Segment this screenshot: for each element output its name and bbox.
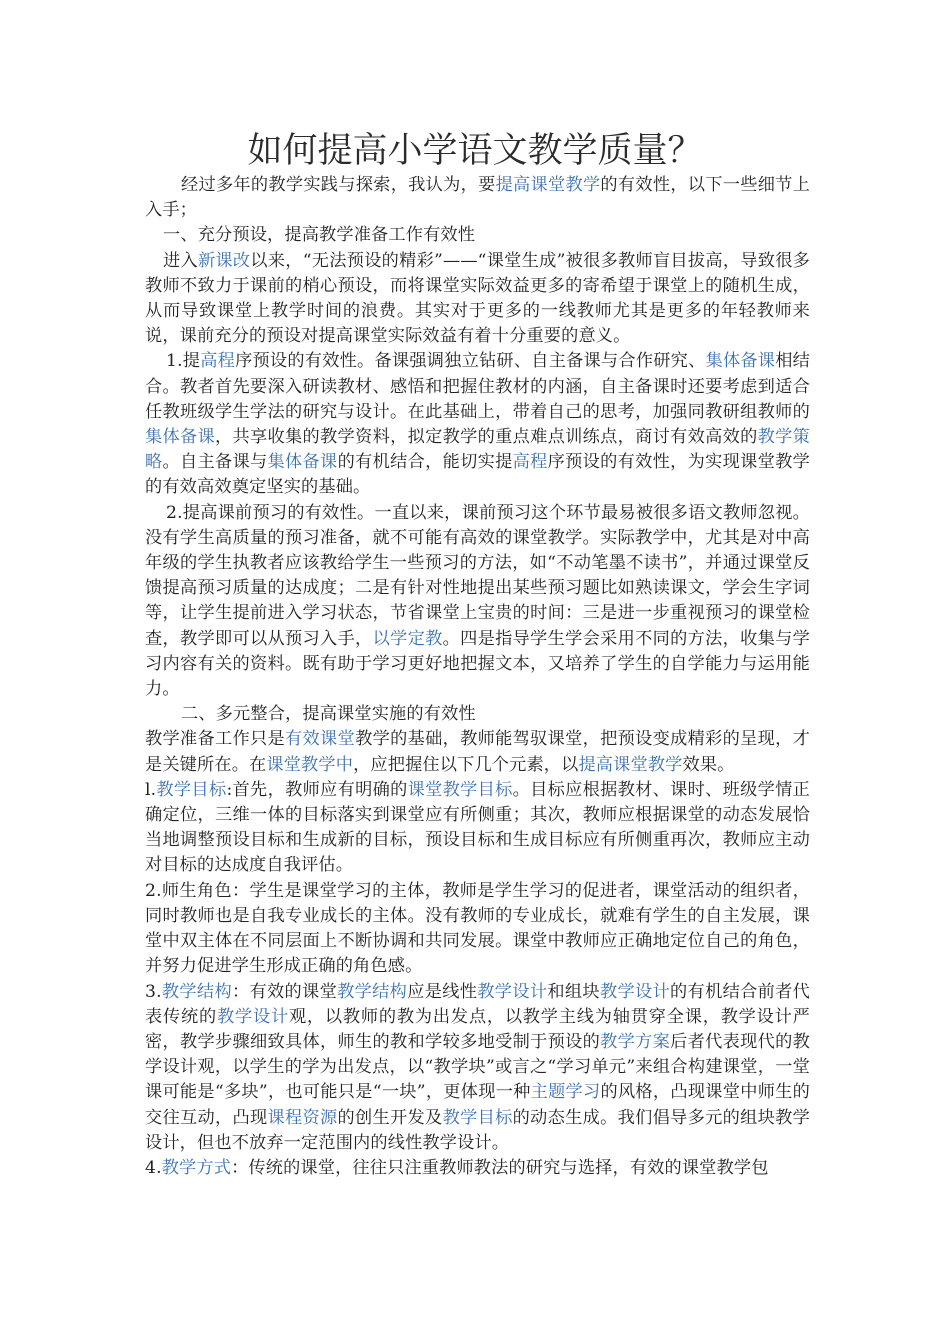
paragraph-text: 后者代表现代的教学设计观，以学生的学为出发点，以“教学块”或言之“学习单元”来组合构建课堂，一堂课可能是“多块”，也可能只是“一块”，更体现一种 <box>145 1031 811 1103</box>
keyword-link[interactable]: 教学设计 <box>599 981 671 1002</box>
keyword-link[interactable]: 集体备课 <box>705 351 776 372</box>
keyword-link[interactable]: 课程资源 <box>267 1107 338 1128</box>
keyword-link[interactable]: 教学方式 <box>161 1157 232 1178</box>
paragraph-text: 的风格，凸现课堂中师生的交往互动，凸现 <box>145 1082 810 1128</box>
paragraph-text: 的动态生成。我们倡导多元的组块教学设计，但也不放弃一定范围内的线性教学设计。 <box>145 1107 810 1153</box>
paragraph <box>145 249 810 350</box>
paragraph-text: 应是线性 <box>407 981 478 1002</box>
paragraph <box>145 702 810 727</box>
paragraph-text: 教学的基础，教师能驾驭课堂，把预设变成精彩的呈现，才是关键所在。在 <box>145 729 811 775</box>
paragraph-text: :首先，教师应有明确的 <box>226 779 408 800</box>
paragraph-text: 4. <box>145 1157 162 1178</box>
paragraph <box>145 223 810 248</box>
paragraph-text: 2.提高课前预习的有效性。一直以来，课前预习这个环节最易被很多语文教师忽视。没有学生高质量的预习准备，就不可能有高效的课堂教学。实际教学中，尤其是对中高年级的学生执教者应该教给学生一些预习的方法，如“不动笔墨不读书”，并通过课堂反馈提高预习质量的达成度；二是有针对性地提出某些预习题比如熟读课文，学会生字词等，让学生提前进入学习状态，节省课堂上宝贵的时间：三是进一步重视预习的课堂检查，教学即可以从预习入手， <box>145 502 810 649</box>
keyword-link[interactable]: 提高课堂教学 <box>495 175 601 195</box>
paragraph-text: ，共享收集的教学资料，拟定教学的重点难点训练点，商讨有效高效的 <box>215 427 758 448</box>
paragraph-text: 的有机结合前者代表传统的 <box>145 981 811 1027</box>
keyword-link[interactable]: 课堂教学目标 <box>407 779 513 800</box>
paragraph <box>145 173 810 223</box>
paragraph-text: 3. <box>145 981 162 1002</box>
keyword-link[interactable]: 集体备课 <box>145 427 216 448</box>
document-body <box>145 173 810 1181</box>
paragraph <box>145 879 810 980</box>
paragraph-text: 1.提 <box>166 351 201 372</box>
keyword-link[interactable]: 教学目标 <box>156 779 227 800</box>
paragraph-text: 。自主备课与 <box>162 452 268 473</box>
paragraph-text: 的有效性，以下一些细节上入手； <box>145 175 810 221</box>
paragraph <box>145 1156 810 1181</box>
paragraph-text: 序预设的有效性，为实现课堂教学的有效高效奠定坚实的基础。 <box>145 452 810 498</box>
keyword-link[interactable]: 以学定教 <box>372 628 443 649</box>
paragraph-text: 教学准备工作只是 <box>145 729 286 750</box>
paragraph-text: ：有效的课堂 <box>231 981 338 1002</box>
paragraph-text: 二、多元整合，提高课堂实施的有效性 <box>181 704 476 725</box>
paragraph-text: ：传统的课堂，往往只注重教师教法的研究与选择，有效的课堂教学包 <box>231 1157 769 1178</box>
paragraph <box>145 501 810 703</box>
paragraph-text: ，应把握住以下几个元素，以 <box>353 754 579 775</box>
paragraph-text: 。目标应根据教材、课时、班级学情正确定位，三维一体的目标落实到课堂应有所侧重；其次，教师应根据课堂的动态发展恰当地调整预设目标和生成新的目标，预设目标和生成目标应有所侧重再次，教师应主动对目标的达成度自我评估。 <box>145 779 810 876</box>
paragraph <box>145 980 810 1156</box>
keyword-link[interactable]: 教学设计 <box>477 981 548 1002</box>
keyword-link[interactable]: 教学设计 <box>216 1006 289 1027</box>
paragraph-text: 观，以教师的教为出发点，以教学主线为轴贯穿全课，教学设计严密，教学步骤细致具体，师生的教和学较多地受制于预设的 <box>145 1006 810 1052</box>
paragraph-text: 和组块 <box>547 981 600 1002</box>
keyword-link[interactable]: 教学方案 <box>600 1031 671 1052</box>
page-title: 如何提高小学语文教学质量？ <box>247 131 703 171</box>
paragraph-text: 以来，“无法预设的精彩”——“课堂生成”被很多教师盲目拔高，导致很多教师不致力于课前的梢心预设，而将课堂实际效益更多的寄希望于课堂上的随机生成，从而导致课堂上教学时间的浪费。其实对于更多的一线教师尤其是更多的年轻教师来说，课前充分的预设对提高课堂实际效益有着十分重要的意义。 <box>145 250 811 347</box>
paragraph-text: 进入 <box>163 250 198 271</box>
paragraph-text: 的创生开发及 <box>337 1107 443 1128</box>
keyword-link[interactable]: 高程 <box>200 351 236 372</box>
paragraph <box>145 349 810 500</box>
paragraph-text: 。四是指导学生学会采用不同的方法，收集与学习内容有关的资料。既有助于学习更好地把握文本，又培养了学生的自学能力与运用能力。 <box>145 628 811 700</box>
keyword-link[interactable]: 有效课堂 <box>285 729 356 750</box>
keyword-link[interactable]: 教学策略 <box>145 427 811 473</box>
keyword-link[interactable]: 教学目标 <box>442 1107 513 1128</box>
paragraph-text: l. <box>145 779 157 800</box>
keyword-link[interactable]: 主题学习 <box>530 1082 601 1103</box>
paragraph-text: 相结合。教者首先要深入研读教材、感悟和把握住教材的内涵，自主备课时还要考虑到适合任教班级学生学法的研究与设计。在此基础上，带着自己的思考，加强同教研组教师的 <box>145 351 810 422</box>
paragraph <box>145 778 810 879</box>
paragraph <box>145 727 810 777</box>
paragraph-text: 经过多年的教学实践与探索，我认为，要 <box>181 175 496 195</box>
paragraph-text: 2.师生角色：学生是课堂学习的主体，教师是学生学习的促进者，课堂活动的组织者，同时教师也是自我专业成长的主体。没有教师的专业成长，就难有学生的自主发展，课堂中双主体在不同层面上不断协调和共同发展。课堂中教师应正确地定位自己的角色，并努力促进学生形成正确的角色感。 <box>145 880 810 977</box>
keyword-link[interactable]: 教学结构 <box>161 981 232 1002</box>
paragraph-text: 的有机结合，能切实提 <box>337 452 513 473</box>
paragraph-text: 序预设的有效性。备课强调独立钻研、自主备课与合作研究、 <box>235 351 706 372</box>
keyword-link[interactable]: 新课改 <box>197 250 251 271</box>
paragraph-text: 一、充分预设，提高教学准备工作有效性 <box>163 225 476 246</box>
paragraph-text: 效果。 <box>682 754 735 775</box>
keyword-link[interactable]: 课堂教学中 <box>266 754 354 775</box>
keyword-link[interactable]: 教学结构 <box>337 981 408 1002</box>
keyword-link[interactable]: 集体备课 <box>267 452 338 473</box>
keyword-link[interactable]: 高程 <box>512 452 548 473</box>
keyword-link[interactable]: 提高课堂教学 <box>578 754 683 775</box>
